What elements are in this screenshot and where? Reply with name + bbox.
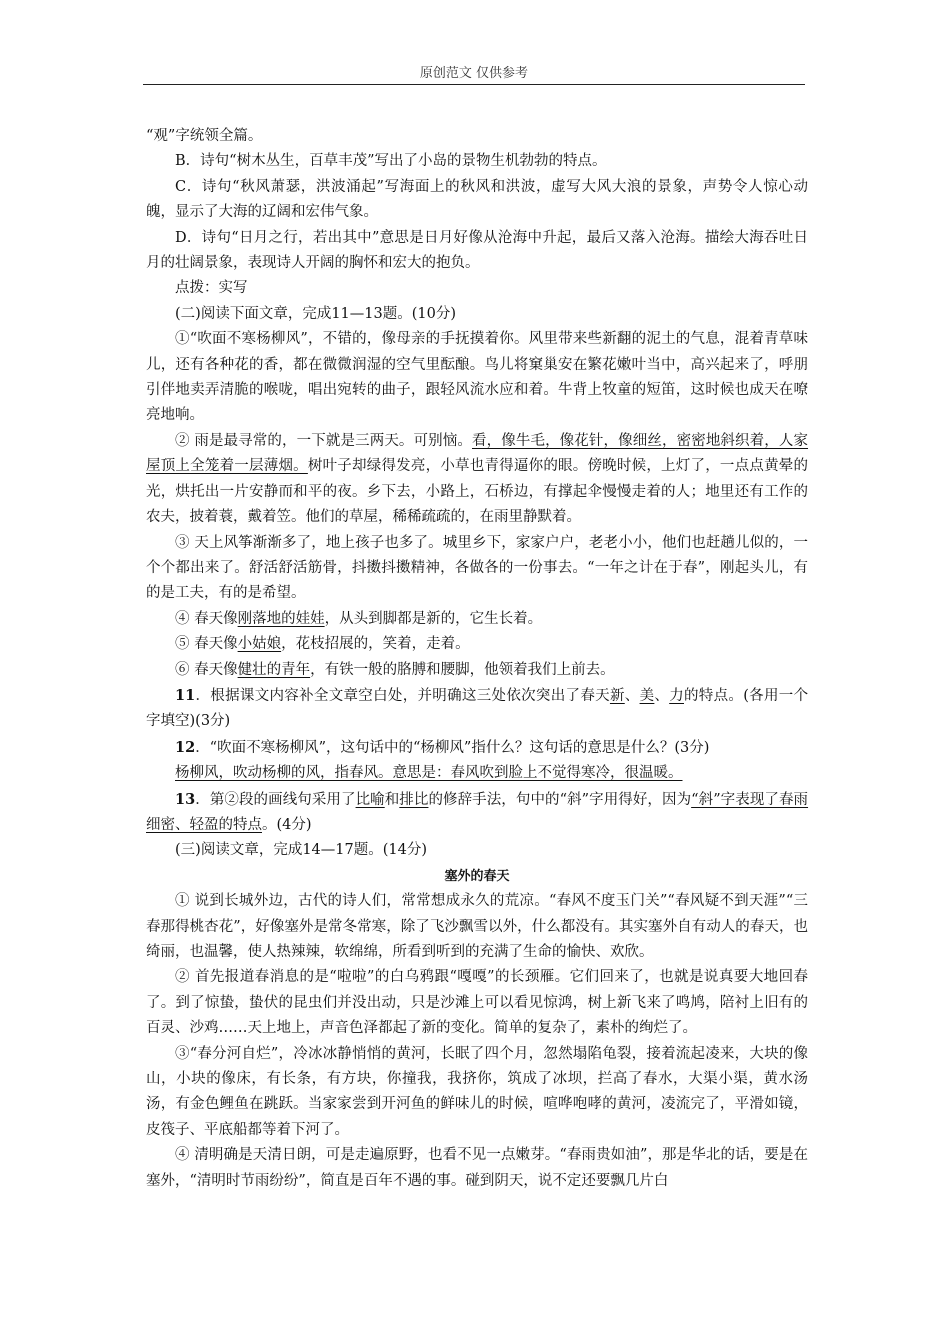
passage-paragraph-6 (146, 658, 808, 683)
text-run: ．“吹面不寒杨柳风”，这句话中的“杨柳风”指什么？这句话的意思是什么？(3分) (195, 739, 710, 756)
hint: 点拨：实写 (175, 280, 248, 297)
filled-answer: “斜”字表现了春雨细密、轻盈的特点 (146, 791, 809, 833)
article-paragraph-4: ④ 清明确是天清日朗，可是走遍原野，也看不见一点嫩芽。“春雨贵如油”，那是华北的话，要是在塞外，“清明时节雨纷纷”，简直是百年不遇的事。碰到阴天，说不定还要飘几片白 (146, 1147, 808, 1189)
text-run: ⑥ 春天像 (175, 661, 238, 678)
filled-answer: 小姑娘 (237, 636, 282, 653)
passage-paragraph-3: ③ 天上风筝渐渐多了，地上孩子也多了。城里乡下，家家户户，老老小小，他们也赶趟儿似的，一个个都出来了。舒活舒活筋骨，抖擞抖擞精神，各做各的一份事去。“一年之计在于春”，刚起头儿，有的是工夫，有的是希望。 (146, 534, 808, 602)
section-heading-3: (三)阅读文章，完成14—17题。(14分) (175, 842, 427, 859)
passage-paragraph-1: ①“吹面不寒杨柳风”，不错的，像母亲的手抚摸着你。风里带来些新翻的泥土的气息，混着青草味儿，还有各种花的香，都在微微润湿的空气里酝酿。鸟儿将窠巢安在繁花嫩叶当中，高兴起来了，呼朋引伴地卖弄清脆的喉咙，唱出宛转的曲子，跟轻风流水应和着。牛背上牧童的短笛，这时候也成天在嘹亮地响。 (146, 331, 808, 424)
text-run: ④ 春天像 (175, 610, 238, 627)
question-12 (146, 735, 808, 761)
article-paragraph-1: ① 说到长城外边，古代的诗人们，常常想成永久的荒凉。“春风不度玉门关”“春风疑不到天涯”“三春那得桃杏花”，好像塞外是常冬常寒，除了飞沙飘雪以外，什么都没有。其实塞外自有动人的春天，也绮丽，也温馨，使人热辣辣，软绵绵，所看到听到的充满了生命的愉快、欢欣。 (146, 893, 808, 960)
option-b: B．诗句“树木丛生，百草丰茂”写出了小岛的景物生机勃勃的特点。 (175, 153, 607, 170)
text-run: ，有铁一般的胳膊和腰脚，他领着我们上前去。 (310, 661, 615, 678)
text-run: ，从头到脚都是新的，它生长着。 (324, 610, 543, 627)
underlined-sentence: 看，像牛毛，像花针，像细丝，密密地斜织着，人家屋顶上全笼着一层薄烟。 (146, 432, 809, 475)
article-paragraph-2: ② 首先报道春消息的是“啦啦”的白乌鸦跟“嘎嘎”的长颈雁。它们回来了，也就是说真要大地回春了。到了惊蛰，蛰伏的昆虫们并没出动，只是沙滩上可以看见惊鸿，树上新飞来了鸣鸠，陪衬上旧有的百灵、沙鸡……天上地上，声音色泽都起了新的变化。简单的复杂了，素朴的绚烂了。 (146, 969, 808, 1037)
text-run: 。(4分) (262, 816, 312, 833)
text-run: 、 (624, 687, 640, 704)
text-run: 和 (384, 791, 400, 808)
filled-answer: 健壮的青年 (237, 661, 311, 678)
filled-answer: 新 (609, 687, 625, 704)
filled-answer: 力 (669, 687, 684, 704)
section-heading-2: (二)阅读下面文章，完成11—13题。(10分) (175, 305, 456, 322)
text-run: ，花枝招展的，笑着，走着。 (281, 636, 470, 653)
passage-paragraph-5 (146, 632, 808, 657)
text-run: ② 雨是最寻常的，一下就是三两天。可别恼。 (175, 432, 472, 449)
question-11 (146, 683, 808, 735)
option-d: D．诗句“日月之行，若出其中”意思是日月好像从沧海中升起，最后又落入沧海。描绘大海吞吐日月的壮阔景象，表现诗人开阔的胸怀和宏大的抱负。 (146, 229, 808, 272)
question-13 (146, 787, 808, 839)
passage-paragraph-4 (146, 607, 808, 632)
question-number: 13 (175, 790, 196, 808)
passage-paragraph-2 (146, 429, 808, 531)
answer-12 (146, 761, 808, 786)
filled-answer: 比喻 (355, 791, 385, 808)
text-run: 树叶子却绿得发亮，小草也青得逼你的眼。傍晚时候，上灯了，一点点黄晕的光，烘托出一片安静而和平的夜。乡下去，小路上，石桥边，有撑起伞慢慢走着的人；地里还有工作的农夫，披着蓑，戴着笠。他们的草屋，稀稀疏疏的，在雨里静默着。 (146, 458, 808, 526)
paragraph: “观”字统领全篇。 (146, 128, 263, 144)
text-run: ．第②段的画线句采用了 (195, 791, 356, 808)
filled-answer: 杨柳风，吹动杨柳的风，指春风。意思是：春风吹到脸上不觉得寒冷，很温暖。 (175, 765, 683, 782)
question-number: 12 (175, 738, 196, 756)
text-run: ⑤ 春天像 (175, 636, 238, 653)
document-body (146, 124, 808, 1194)
text-run: 的特点。(各用一个字填空)(3分) (146, 687, 809, 730)
article-title: 塞外的春天 (444, 868, 510, 884)
article-paragraph-3: ③“春分河自烂”，冷冰冰静悄悄的黄河，长眠了四个月，忽然塌陷龟裂，接着流起凌来，大块的像山，小块的像床，有长条，有方块，你撞我，我挤你，筑成了冰坝，拦高了春水，大渠小渠，黄水汤汤，有金色鲤鱼在跳跃。当家家尝到开河鱼的鲜味儿的时候，喧哗咆哮的黄河，凌流完了，平滑如镜，皮筏子、平底船都等着下河了。 (146, 1045, 808, 1138)
filled-answer: 排比 (399, 791, 429, 808)
filled-answer: 美 (639, 687, 655, 704)
filled-answer: 刚落地的娃娃 (237, 610, 325, 627)
text-run: 的修辞手法，句中的“斜”字用得好，因为 (428, 791, 692, 808)
text-run: ．根据课文内容补全文章空白处，并明确这三处依次突出了春天 (195, 687, 610, 704)
page-header: 原创范文 仅供参考 (143, 62, 805, 85)
question-number: 11 (175, 686, 196, 704)
text-run: 、 (654, 687, 670, 704)
option-c: C．诗句“秋风萧瑟，洪波涌起”写海面上的秋风和洪波，虚写大风大浪的景象，声势令人惊心动魄，显示了大海的辽阔和宏伟气象。 (146, 178, 808, 221)
